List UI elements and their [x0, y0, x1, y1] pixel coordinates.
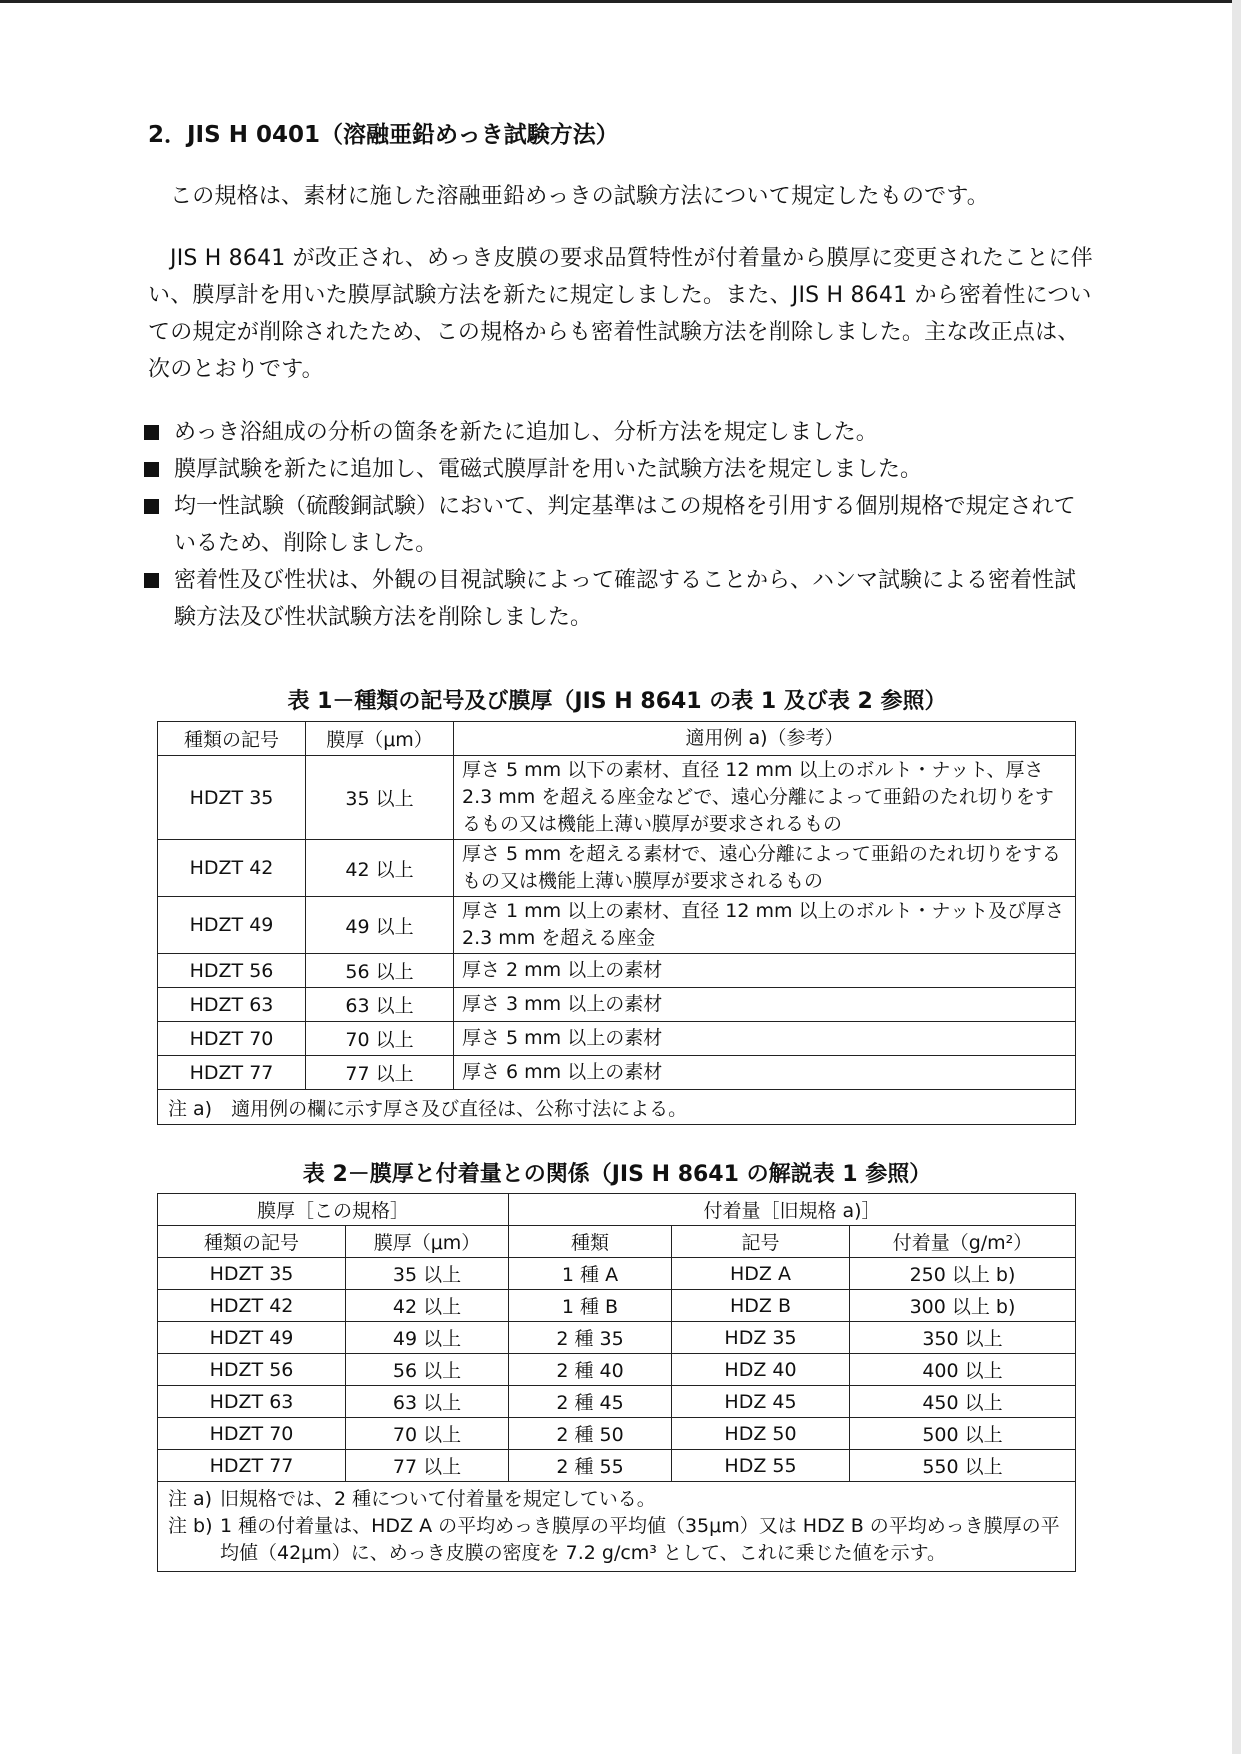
table-cell: HDZT 70 [158, 1418, 346, 1450]
table2-note-a [168, 1486, 1065, 1513]
table-cell: 2 種 35 [509, 1322, 672, 1354]
table-cell: 400 以上 [850, 1354, 1076, 1386]
table-header-cell: 適用例 a)（参考） [454, 722, 1076, 756]
table-header-cell: 膜厚（μm） [306, 722, 454, 756]
table-cell: HDZT 49 [158, 1322, 346, 1354]
table-cell: 2 種 40 [509, 1354, 672, 1386]
table1-note: 注 a) 適用例の欄に示す厚さ及び直径は、公称寸法による。 [158, 1090, 1076, 1125]
table-cell: 厚さ 5 mm 以下の素材、直径 12 mm 以上のボルト・ナット、厚さ 2.3 mm を超える座金などで、遠心分離によって亜鉛のたれ切りをするもの又は機能上薄い膜厚が要求されるもの [454, 756, 1076, 840]
table-row [158, 1354, 1076, 1386]
table-cell: 250 以上 b) [850, 1258, 1076, 1290]
table-cell: HDZT 70 [158, 1022, 306, 1056]
table-cell: HDZT 42 [158, 1290, 346, 1322]
table-cell: 56 以上 [306, 954, 454, 988]
table-cell: 450 以上 [850, 1386, 1076, 1418]
table-header-cell: 記号 [672, 1226, 850, 1258]
table-cell: 63 以上 [306, 988, 454, 1022]
table-cell: 1 種 B [509, 1290, 672, 1322]
table-cell: 56 以上 [346, 1354, 509, 1386]
table1-caption: 表 1－種類の記号及び膜厚（JIS H 8641 の表 1 及び表 2 参照） [287, 689, 947, 714]
note-text: 1 種の付着量は、HDZ A の平均めっき膜厚の平均値（35μm）又は HDZ B の平均めっき膜厚の平均値（42μm）に、めっき皮膜の密度を 7.2 g/cm³ として、これに乗じた値を示す。 [220, 1515, 1060, 1564]
table-cell: HDZ B [672, 1290, 850, 1322]
table-header-cell: 種類 [509, 1226, 672, 1258]
table-cell: HDZT 42 [158, 840, 306, 897]
section-heading: 2．JIS H 0401（溶融亜鉛めっき試験方法） [148, 122, 619, 148]
table-row [158, 1258, 1076, 1290]
table-cell: 42 以上 [346, 1290, 509, 1322]
table-note-row [158, 1090, 1076, 1125]
table-row [158, 840, 1076, 897]
table-cell: 49 以上 [346, 1322, 509, 1354]
list-item: 膜厚試験を新たに追加し、電磁式膜厚計を用いた試験方法を規定しました。 [144, 451, 1094, 488]
table2-notes [158, 1482, 1076, 1572]
table-cell: HDZT 35 [158, 756, 306, 840]
table-row [158, 897, 1076, 954]
table-row [158, 954, 1076, 988]
list-item: めっき浴組成の分析の箇条を新たに追加し、分析方法を規定しました。 [144, 414, 1094, 451]
table-cell: 300 以上 b) [850, 1290, 1076, 1322]
table-cell: HDZT 77 [158, 1450, 346, 1482]
table-cell: 厚さ 2 mm 以上の素材 [454, 954, 1076, 988]
table1-type-thickness [157, 721, 1076, 1125]
square-bullet-icon [144, 499, 159, 514]
note-mark: 注 b) [168, 1515, 213, 1537]
table-header-cell: 膜厚（μm） [346, 1226, 509, 1258]
intro-paragraph: この規格は、素材に施した溶融亜鉛めっきの試験方法について規定したものです。 [170, 184, 989, 209]
table2-thickness-coating-weight [157, 1193, 1076, 1572]
table-cell: HDZT 56 [158, 1354, 346, 1386]
table-cell: HDZT 49 [158, 897, 306, 954]
note-text: 旧規格では、2 種について付着量を規定している。 [220, 1488, 656, 1510]
table-row [158, 1322, 1076, 1354]
table-cell: 2 種 55 [509, 1450, 672, 1482]
table-row [158, 988, 1076, 1022]
table-cell: 77 以上 [346, 1450, 509, 1482]
table-row [158, 1022, 1076, 1056]
table-row [158, 1290, 1076, 1322]
table-cell: 2 種 50 [509, 1418, 672, 1450]
table-cell: HDZT 35 [158, 1258, 346, 1290]
table-cell: HDZ 55 [672, 1450, 850, 1482]
table-group-header: 膜厚［この規格］ [158, 1194, 509, 1226]
table-cell: HDZ 35 [672, 1322, 850, 1354]
table-header-cell: 種類の記号 [158, 1226, 346, 1258]
table-cell: 500 以上 [850, 1418, 1076, 1450]
table2-note-b [168, 1513, 1065, 1567]
table-cell: HDZT 56 [158, 954, 306, 988]
table2-caption: 表 2－膜厚と付着量との関係（JIS H 8641 の解説表 1 参照） [302, 1162, 932, 1187]
table-cell: 厚さ 3 mm 以上の素材 [454, 988, 1076, 1022]
table-cell: 厚さ 1 mm 以上の素材、直径 12 mm 以上のボルト・ナット及び厚さ 2.3 mm を超える座金 [454, 897, 1076, 954]
scan-top-border [0, 0, 1241, 3]
table-cell: 63 以上 [346, 1386, 509, 1418]
square-bullet-icon [144, 425, 159, 440]
table-cell: 49 以上 [306, 897, 454, 954]
revision-points-list [144, 414, 1094, 636]
table-header-cell: 種類の記号 [158, 722, 306, 756]
square-bullet-icon [144, 462, 159, 477]
table-cell: 550 以上 [850, 1450, 1076, 1482]
table-row [158, 1418, 1076, 1450]
list-item: 均一性試験（硫酸銅試験）において、判定基準はこの規格を引用する個別規格で規定されているため、削除しました。 [144, 488, 1094, 562]
table-cell: 42 以上 [306, 840, 454, 897]
table-cell: HDZ 40 [672, 1354, 850, 1386]
table-cell: HDZT 63 [158, 1386, 346, 1418]
table-header-row [158, 1226, 1076, 1258]
table-cell: 35 以上 [346, 1258, 509, 1290]
table-cell: HDZT 63 [158, 988, 306, 1022]
note-mark: 注 a) [168, 1488, 213, 1510]
square-bullet-icon [144, 573, 159, 588]
table-cell: 350 以上 [850, 1322, 1076, 1354]
table-cell: 厚さ 6 mm 以上の素材 [454, 1056, 1076, 1090]
table-cell: 35 以上 [306, 756, 454, 840]
table-group-header: 付着量［旧規格 a)］ [509, 1194, 1076, 1226]
table-cell: HDZT 77 [158, 1056, 306, 1090]
table-cell: HDZ 45 [672, 1386, 850, 1418]
table-row [158, 756, 1076, 840]
table-cell: HDZ A [672, 1258, 850, 1290]
table-header-cell: 付着量（g/m²） [850, 1226, 1076, 1258]
table-cell: 厚さ 5 mm を超える素材で、遠心分離によって亜鉛のたれ切りをするもの又は機能上薄い膜厚が要求されるもの [454, 840, 1076, 897]
table-cell: 70 以上 [306, 1022, 454, 1056]
table-row [158, 1386, 1076, 1418]
table-header-row [158, 722, 1076, 756]
revision-paragraph: JIS H 8641 が改正され、めっき皮膜の要求品質特性が付着量から膜厚に変更されたことに伴い、膜厚計を用いた膜厚試験方法を新たに規定しました。また、JIS H 8641 から密着性についての規定が削除されたため、この規格からも密着性試験方法を削除しました。主な改正点は、次のとおりです。 [148, 246, 1093, 382]
table-cell: 77 以上 [306, 1056, 454, 1090]
list-item: 密着性及び性状は、外観の目視試験によって確認することから、ハンマ試験による密着性試験方法及び性状試験方法を削除しました。 [144, 562, 1094, 636]
table-notes-row [158, 1482, 1076, 1572]
table-group-header-row [158, 1194, 1076, 1226]
scan-right-edge [1232, 0, 1241, 1754]
table-row [158, 1450, 1076, 1482]
table-row [158, 1056, 1076, 1090]
table-cell: 1 種 A [509, 1258, 672, 1290]
table-cell: 2 種 45 [509, 1386, 672, 1418]
table-cell: HDZ 50 [672, 1418, 850, 1450]
table-cell: 厚さ 5 mm 以上の素材 [454, 1022, 1076, 1056]
table-cell: 70 以上 [346, 1418, 509, 1450]
